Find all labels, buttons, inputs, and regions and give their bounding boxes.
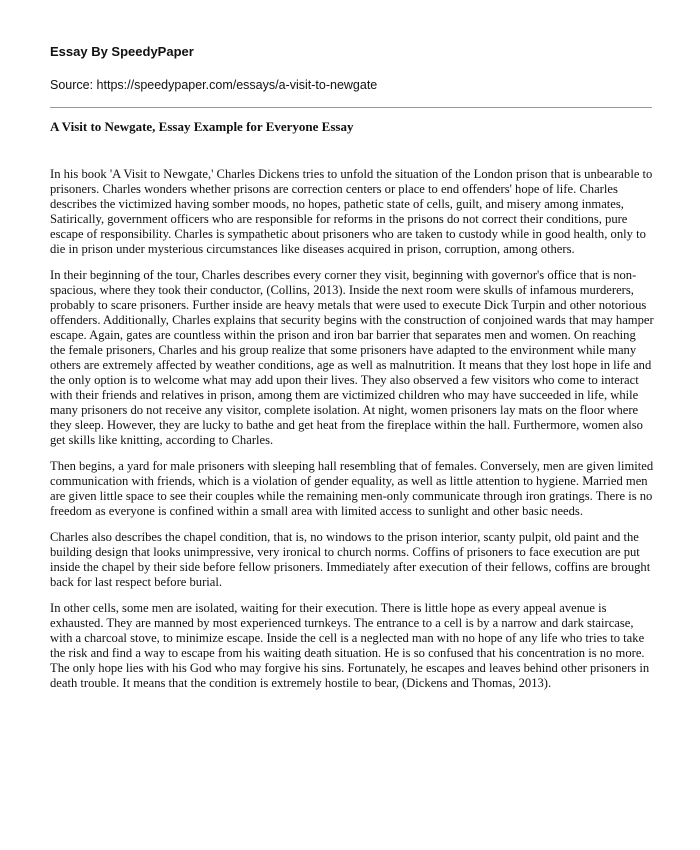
essay-body [50,167,654,702]
paragraph: In his book 'A Visit to Newgate,' Charles Dickens tries to unfold the situation of the London prison that is unbearable to prisoners. Charles wonders whether prisons are correction centers or place to end offenders' hope of life. Charles describes the victimized having somber moods, no hopes, pathetic state of cells, guilt, and misery among inmates, Satirically, government officers who are responsible for reforms in the prisons do not correct their conditions, pure escape of responsibility. Charles is sympathetic about prisoners who are taken to custody while in good health, only to die in prison under mysterious circumstances like diseases acquired in prison, corruption, among others. [50,167,653,256]
source-link[interactable]: Source: https://speedypaper.com/essays/a-visit-to-newgate [50,78,378,92]
paragraph: Then begins, a yard for male prisoners with sleeping hall resembling that of females. Conversely, men are given limited communication with friends, which is a violation of gender equality, as well as little attention to hygiene. Married men are given little space to see their couples while the remaining men-only communicate through iron gratings. There is no freedom as everyone is confined within a small area with limited access to sunlight and other basic needs. [50,459,654,518]
paragraph: Charles also describes the chapel condition, that is, no windows to the prison interior, scanty pulpit, old paint and the building design that looks unimpressive, very ironical to church norms. Coffins of prisoners to face execution are put inside the chapel by their side before fellow prisoners. Immediately after execution of their fellows, coffins are brought back for last respect before burial. [50,530,651,589]
paragraph: In their beginning of the tour, Charles describes every corner they visit, beginning with governor's office that is non-spacious, where they took their conductor, (Collins, 2013). Inside the next room were skulls of infamous murderers, probably to scare prisoners. Further inside are heavy metals that were used to execute Dick Turpin and other notorious offenders. Additionally, Charles explains that security begins with the construction of conjoined wards that may hamper escape. Again, gates are countless within the prison and iron bar barrier that separates men and women. On reaching the female prisoners, Charles and his group realize that some prisoners have adapted to the environment while many others are extremely affected by weather conditions, age as well as malnutrition. It means that they lost hope in life and the only option is to welcome what may add upon their lives. They also observed a few visitors who come to interact with their friends and relatives in prison, among them are victimized children who may have succeeded in life, while many prisoners do not receive any visitor, complete isolation. At night, women prisoners lay mats on the floor where they sleep. However, they are lucky to bathe and get heat from the fireplace within the hall. Furthermore, women also get skills like knitting, according to Charles. [50,268,654,447]
brand-title: Essay By SpeedyPaper [50,44,194,59]
header-divider [50,107,652,108]
essay-title: A Visit to Newgate, Essay Example for Everyone Essay [50,119,354,134]
paragraph: In other cells, some men are isolated, waiting for their execution. There is little hope as every appeal avenue is exhausted. They are manned by most experienced turnkeys. The entrance to a cell is by a narrow and dark staircase, with a charcoal stove, to minimize escape. Inside the cell is a neglected man with no hope of any life who tries to take the risk and find a way to escape from his waiting death situation. He is so confused that his concentration is no more. The only hope lies with his God who may forgive his sins. Fortunately, he escapes and leaves behind other prisoners in death trouble. It means that the condition is extremely hostile to bear, (Dickens and Thomas, 2013). [50,601,650,690]
